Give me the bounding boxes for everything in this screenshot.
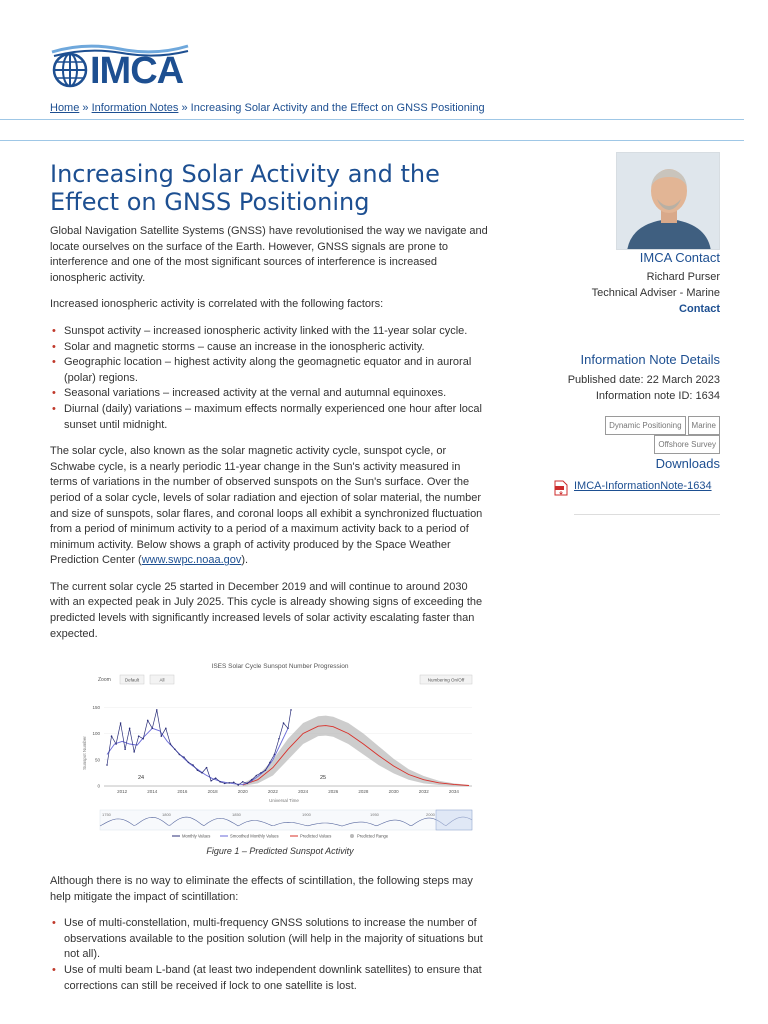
legend-smoothed[interactable]: Smoothed Monthly Values [230,833,279,839]
monthly-point [124,748,126,750]
monthly-point [228,782,230,784]
sunspot-figure [80,658,480,858]
solar-cycle-paragraph [50,444,490,569]
x-axis-label: Universal Time [269,798,299,803]
list-item: • Geographic location – highest activity along the geomagnetic equator and in auroral (polar) regions. [50,355,490,386]
y-tick-label: 50 [94,757,100,763]
numbering-toggle-label: Numbering On/Off [427,677,465,683]
pdf-icon [554,480,568,496]
navigator-selection-handle[interactable] [436,810,472,830]
navigator-year: 1800 [162,812,171,817]
x-tick-label: 2014 [147,789,158,794]
navigator-year: 1950 [370,812,379,817]
cycle-25-annotation: 25 [320,775,327,781]
breadcrumb-separator: » [82,102,89,114]
monthly-point [224,783,226,785]
monthly-point [210,780,212,782]
navigator-year: 1900 [302,812,311,817]
monthly-point [192,764,194,766]
monthly-point [274,754,276,756]
legend-monthly[interactable]: Monthly Values [182,833,211,839]
chart-title: ISES Solar Cycle Sunspot Number Progression [211,663,349,670]
monthly-point [246,783,248,785]
legend-swatch-range [350,834,354,838]
site-header [0,0,768,140]
monthly-point [251,779,253,781]
figure-caption: Figure 1 – Predicted Sunspot Activity [206,846,354,856]
monthly-point [142,738,144,740]
monthly-point [233,782,235,784]
x-tick-label: 2024 [298,789,309,794]
article-body [50,160,490,642]
mitigation-list [50,916,490,994]
contact-photo [616,152,720,250]
x-tick-label: 2030 [388,789,399,794]
monthly-point [242,781,244,783]
contact-heading: IMCA Contact [639,250,720,265]
downloads-heading: Downloads [655,456,720,471]
x-tick-label: 2032 [418,789,429,794]
monthly-point [165,727,167,729]
details-heading: Information Note Details [580,352,720,367]
tag-list [552,416,720,454]
monthly-point [283,722,285,724]
header-divider [0,140,744,141]
imca-logo[interactable] [50,40,190,96]
contact-role: Technical Adviser - Marine [591,287,720,299]
mitigation-section [50,874,490,994]
y-axis-label: Sunspot Number [82,736,87,770]
list-item: • Seasonal variations – increased activity at the vernal and autumnal equinoxes. [50,386,490,402]
monthly-point [197,769,199,771]
monthly-point [256,775,258,777]
contact-link[interactable]: Contact [679,303,720,315]
list-item: • Sunspot activity – increased ionospheric activity linked with the 11-year solar cycle. [50,324,490,340]
navigator-year: 1850 [232,812,241,817]
contact-name: Richard Purser [646,271,720,283]
monthly-point [133,751,135,753]
breadcrumb [50,102,485,114]
list-item: • Diurnal (daily) variations – maximum effects normally experienced one hour after local sunset until midnight. [50,402,490,433]
download-link[interactable]: IMCA-InformationNote-1634 [574,480,712,492]
list-item: • Use of multi beam L-band (at least two independent downlink satellites) to ensure that corrections can still be received if lock to one satellite is lost. [50,963,490,994]
cycle-24-annotation: 24 [138,775,145,781]
published-date: Published date: 22 March 2023 [567,374,720,386]
navigator-year: 2000 [426,812,435,817]
list-item: • Use of multi-constellation, multi-frequency GNSS solutions to increase the number of observations available to the position solution (will help in the majority of situations but not all). [50,916,490,963]
legend-range[interactable]: Predicted Range [357,833,389,839]
breadcrumb-separator: » [181,102,188,114]
swpc-link[interactable]: www.swpc.noaa.gov [141,554,242,567]
monthly-point [206,767,208,769]
monthly-point [115,743,117,745]
header-divider [0,119,744,120]
monthly-point [219,781,221,783]
solar-cycle-text: The solar cycle, also known as the solar magnetic activity cycle, sunspot cycle, or Schwabe cycle, is a nearly periodic 11-year change in the Sun's activity measured in terms of variations in the number of observed sunspots on the Sun's surface. Over the period of a solar cycle, levels of solar radiation and ejection of solar material, the number and size of sunspots, solar flares, and coronal loops all exhibit a synchronized fluctuation from a period of minimum activity to a period of a maximum activity back to a period of minimum activity. Below shows a graph of activity produced by the Space Weather Prediction Center ( [50,445,483,567]
breadcrumb-information-notes[interactable]: Information Notes [91,102,179,114]
monthly-point [151,727,153,729]
monthly-point [120,722,122,724]
monthly-point [215,777,217,779]
factors-lead: Increased ionospheric activity is correlated with the following factors: [50,298,384,311]
monthly-point [201,772,203,774]
monthly-point [265,769,267,771]
x-tick-label: 2016 [177,789,188,794]
y-tick-label: 150 [92,704,100,710]
chart-navigator[interactable] [100,810,472,830]
x-tick-label: 2018 [207,789,218,794]
zoom-default-label: Default [124,677,140,683]
intro-paragraph: Global Navigation Satellite Systems (GNSS) have revolutionised the way we navigate and locate ourselves on the surface of the Earth. However, GNSS signals are prone to interference and one of the most significant sources of interference is increased ionospheric activity. [50,225,488,284]
y-tick-label: 100 [92,731,100,736]
cycle-25-paragraph: The current solar cycle 25 started in December 2019 and will continue to around 2030 with an expected peak in July 2025. This cycle is already showing signs of exceeding the predicted levels with significantly increased levels of solar activity escalating faster than expected. [50,580,483,640]
navigator-year: 1750 [102,812,111,817]
monthly-point [260,772,262,774]
x-tick-label: 2020 [237,789,248,794]
monthly-point [183,756,185,758]
logo-wordmark: IMCA [90,50,184,92]
globe-icon [52,52,88,88]
mitigation-lead: Although there is no way to eliminate the effects of scintillation, the following steps may help mitigate the impact of scintillation: [50,875,473,903]
monthly-point [287,727,289,729]
solar-cycle-close: ). [241,554,249,567]
download-divider [574,514,720,515]
monthly-point [188,762,190,764]
monthly-point [161,735,163,737]
tag-marine[interactable]: Marine [688,416,720,435]
breadcrumb-home[interactable]: Home [50,102,80,114]
monthly-point [269,762,271,764]
monthly-point [138,735,140,737]
list-item: • Solar and magnetic storms – cause an increase in the ionospheric activity. [50,340,490,356]
contact-avatar-icon [617,153,720,250]
tag-dynamic-positioning[interactable]: Dynamic Positioning [605,416,685,435]
monthly-point [106,764,108,766]
zoom-label: Zoom [98,677,111,683]
monthly-point [111,735,113,737]
sunspot-chart [80,658,480,844]
monthly-point [179,754,181,756]
monthly-point [174,748,176,750]
x-tick-label: 2012 [117,789,128,794]
information-note-id: Information note ID: 1634 [595,390,720,402]
monthly-point [290,709,292,711]
monthly-point [237,784,239,786]
monthly-point [147,720,149,722]
legend-predicted[interactable]: Predicted Values [300,833,332,839]
monthly-point [170,743,172,745]
page-title: Increasing Solar Activity and the Effect on GNSS Positioning [50,160,440,216]
tag-offshore-survey[interactable]: Offshore Survey [654,435,720,454]
x-tick-label: 2034 [448,789,459,794]
x-tick-label: 2026 [328,789,339,794]
monthly-point [156,709,158,711]
x-tick-label: 2022 [267,789,278,794]
y-tick-label: 0 [97,783,100,789]
monthly-point [129,727,131,729]
x-tick-label: 2028 [358,789,369,794]
breadcrumb-current: Increasing Solar Activity and the Effect on GNSS Positioning [190,102,485,114]
zoom-all-label: All [159,677,165,683]
factors-list [50,324,490,433]
monthly-point [278,738,280,740]
